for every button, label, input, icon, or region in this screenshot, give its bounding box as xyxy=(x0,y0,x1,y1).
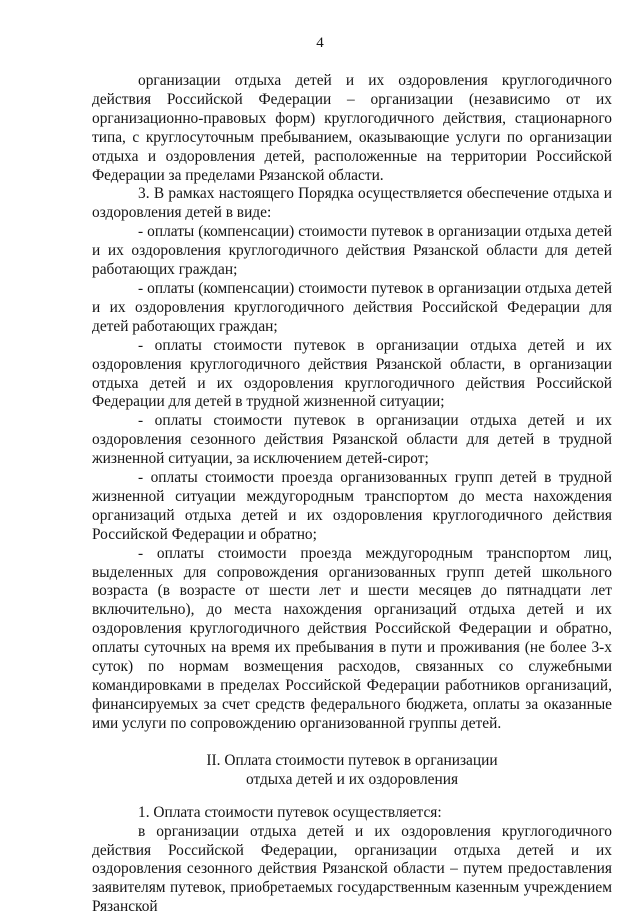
paragraph-recreation-organizations-definition: организации отдыха детей и их оздоровления круглогодичного действия Российской Федерации – организации (независимо от их организационно-правовых форм) круглогодичного действия, стационарного типа, с круглосуточным пребыванием, оказывающие услуги по организации отдыха и оздоровления детей, расположенные на территории Российской Федерации за пределами Рязанской области. xyxy=(92,72,612,184)
paragraph-voucher-provision: в организации отдыха детей и их оздоровления круглогодичного действия Российской Федерации, организации отдыха детей и их оздоровления сезонного действия Рязанской области – путем предоставления заявителям путевок, приобретаемых государственным казенным учреждением Рязанской xyxy=(92,822,612,916)
section-heading-line-1: II. Оплата стоимости путевок в организации xyxy=(206,751,498,769)
paragraph-section-2-item-1: 1. Оплата стоимости путевок осуществляется: xyxy=(138,803,442,821)
section-heading-line-2: отдыха детей и их оздоровления xyxy=(245,770,459,788)
paragraph-bullet-group-travel: - оплаты стоимости проезда организованных групп детей в трудной жизненной ситуации междугородным транспортом до места нахождения организаций отдыха детей и их оздоровления круглогодичного действия Российской Федерации и обратно; xyxy=(92,469,612,543)
page-number: 4 xyxy=(316,35,324,51)
paragraph-bullet-compensation-ryazan: - оплаты (компенсации) стоимости путевок в организации отдыха детей и их оздоровления круглогодичного действия Рязанской области для детей работающих граждан; xyxy=(92,223,612,279)
paragraph-item-3-intro: 3. В рамках настоящего Порядка осуществляется обеспечение отдыха и оздоровления детей в виде: xyxy=(92,185,612,222)
paragraph-bullet-seasonal-vouchers: - оплаты стоимости путевок в организации отдыха детей и их оздоровления сезонного действия Рязанской области для детей в трудной жизненной ситуации, за исключением детей-сирот; xyxy=(92,412,612,468)
paragraph-bullet-compensation-rf: - оплаты (компенсации) стоимости путевок в организации отдыха детей и их оздоровления круглогодичного действия Российской Федерации для детей работающих граждан; xyxy=(92,279,612,335)
document-body xyxy=(92,72,612,917)
paragraph-bullet-vouchers-difficult-situation: - оплаты стоимости путевок в организации отдыха детей и их оздоровления круглогодичного действия Рязанской области, в организации отдыха детей и их оздоровления круглогодичного действия Российской Федерации для детей в трудной жизненной ситуации; xyxy=(92,336,612,411)
section-heading xyxy=(92,751,612,789)
paragraph-bullet-escort-travel: - оплаты стоимости проезда междугородным транспортом лиц, выделенных для сопровождения организованных групп детей школьного возраста (в возрасте от шести лет и шести месяцев до пятнадцати лет включительно), до места нахождения организаций отдыха детей и их оздоровления круглогодичного действия Российской Федерации и обратно, оплаты суточных на время их пребывания в пути и проживания (не более 3-х суток) по нормам возмещения расходов, связанных со служебными командировками в пределах Российской Федерации работников организаций, финансируемых за счет средств федерального бюджета, оплаты за оказанные ими услуги по сопровождению организованной группы детей. xyxy=(92,544,612,732)
